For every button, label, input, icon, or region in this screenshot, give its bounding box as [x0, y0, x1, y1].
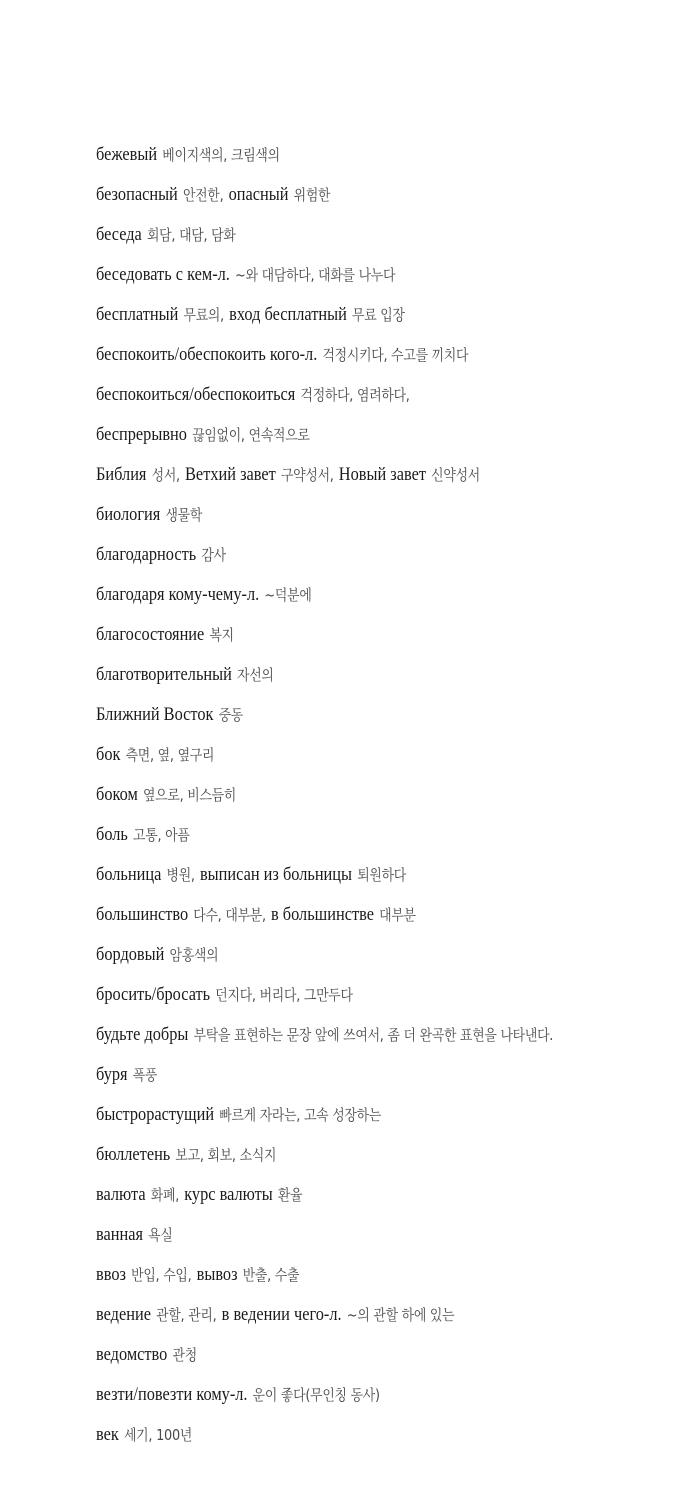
korean-translation: 반출, 수출 [242, 1266, 300, 1284]
russian-term: вход бесплатный [229, 304, 347, 325]
korean-translation: 반입, 수입, [131, 1266, 192, 1284]
korean-translation: 던지다, 버리다, 그만두다 [215, 986, 353, 1004]
russian-term: бок [96, 744, 121, 765]
korean-translation: 베이지색의, 크림색의 [162, 146, 280, 164]
vocabulary-entry [96, 1020, 558, 1060]
vocabulary-entry [96, 180, 558, 220]
vocabulary-entry [96, 1100, 558, 1140]
russian-term: курс валюты [184, 1184, 273, 1205]
vocabulary-entry [96, 1300, 558, 1340]
russian-term: в ведении чего-л. [221, 1304, 342, 1325]
russian-term: беседовать с кем-л. [96, 264, 230, 285]
russian-term: благотворительный [96, 664, 232, 685]
russian-term: Новый завет [338, 464, 426, 485]
vocabulary-entry [96, 380, 558, 420]
russian-term: боком [96, 784, 138, 805]
russian-term: быстрорастущий [96, 1104, 215, 1125]
vocabulary-entry [96, 740, 558, 780]
russian-term: больница [96, 864, 162, 885]
korean-translation: 무료의, [183, 306, 224, 324]
korean-translation: 옆으로, 비스듬히 [142, 786, 237, 804]
vocabulary-entry [96, 660, 558, 700]
russian-term: боль [96, 824, 128, 845]
korean-translation: 성서, [151, 466, 180, 484]
russian-term: беспокоиться/обеспокоиться [96, 384, 296, 405]
korean-translation: 보고, 회보, 소식지 [175, 1146, 277, 1164]
russian-term: ванная [96, 1224, 144, 1245]
vocabulary-entry [96, 1220, 558, 1260]
vocabulary-entry [96, 900, 558, 940]
vocabulary-entry [96, 860, 558, 900]
russian-term: Библия [96, 464, 147, 485]
korean-translation: 회담, 대담, 담화 [146, 226, 236, 244]
vocabulary-entry [96, 500, 558, 540]
korean-translation: 안전한, [182, 186, 224, 204]
korean-translation: 화폐, [150, 1186, 180, 1204]
russian-term: беседа [96, 224, 142, 245]
russian-term: большинство [96, 904, 189, 925]
korean-translation: 중동 [218, 706, 244, 724]
korean-translation: ~덕분에 [264, 586, 312, 604]
russian-term: валюта [96, 1184, 146, 1205]
korean-translation: 무료 입장 [352, 306, 405, 324]
korean-translation: 병원, [166, 866, 195, 884]
korean-translation: 감사 [201, 546, 226, 564]
russian-term: бесплатный [96, 304, 179, 325]
russian-term: беспокоить/обеспокоить кого-л. [96, 344, 318, 365]
vocabulary-entry [96, 780, 558, 820]
korean-translation: 폭풍 [132, 1066, 158, 1084]
vocabulary-entry [96, 1340, 558, 1380]
korean-translation: 부탁을 표현하는 문장 앞에 쓰여서, 좀 더 완곡한 표현을 나타낸다. [193, 1026, 554, 1044]
korean-translation: 퇴원하다 [357, 866, 407, 884]
russian-term: биология [96, 504, 161, 525]
korean-translation: 위험한 [293, 186, 331, 204]
russian-term: век [96, 1424, 119, 1445]
russian-term: буря [96, 1064, 128, 1085]
vocabulary-entry [96, 820, 558, 860]
korean-translation: 관할, 관리, [156, 1306, 217, 1324]
russian-term: ввоз [96, 1264, 126, 1285]
korean-translation: ~의 관할 하에 있는 [346, 1306, 455, 1324]
russian-term: бордовый [96, 944, 165, 965]
vocabulary-entry [96, 980, 558, 1020]
russian-term: безопасный [96, 184, 178, 205]
vocabulary-entry [96, 1140, 558, 1180]
vocabulary-entry [96, 300, 558, 340]
vocabulary-entry [96, 420, 558, 460]
russian-term: бюллетень [96, 1144, 171, 1165]
russian-term: выписан из больницы [199, 864, 353, 885]
korean-translation: 끊임없이, 연속적으로 [192, 426, 310, 444]
vocabulary-entry [96, 260, 558, 300]
vocabulary-entry [96, 580, 558, 620]
russian-term: опасный [228, 184, 289, 205]
vocabulary-entry [96, 340, 558, 380]
russian-term: благодарность [96, 544, 197, 565]
vocabulary-entry [96, 460, 558, 500]
korean-translation: 걱정시키다, 수고를 끼치다 [322, 346, 469, 364]
russian-term: бросить/бросать [96, 984, 211, 1005]
vocabulary-entry [96, 940, 558, 980]
korean-translation: 측면, 옆, 옆구리 [125, 746, 215, 764]
russian-term: Ближний Восток [96, 704, 214, 725]
korean-translation: 암홍색의 [169, 946, 219, 964]
vocabulary-entry [96, 1380, 558, 1420]
korean-translation: 빠르게 자라는, 고속 성장하는 [219, 1106, 382, 1124]
korean-translation: 환율 [277, 1186, 303, 1204]
korean-translation: 욕실 [148, 1226, 173, 1244]
vocabulary-entry [96, 620, 558, 660]
russian-term: беспрерывно [96, 424, 187, 445]
russian-term: везти/повезти кому-л. [96, 1384, 248, 1405]
russian-term: вывоз [196, 1264, 238, 1285]
korean-translation: 복지 [209, 626, 234, 644]
russian-term: будьте добры [96, 1024, 189, 1045]
vocabulary-entry [96, 1180, 558, 1220]
russian-term: Ветхий завет [185, 464, 276, 485]
russian-term: ведение [96, 1304, 151, 1325]
vocabulary-entry [96, 1060, 558, 1100]
russian-term: благодаря кому-чему-л. [96, 584, 260, 605]
russian-term: бежевый [96, 144, 158, 165]
vocabulary-entry [96, 140, 558, 180]
vocabulary-entry [96, 700, 558, 740]
russian-term: в большинстве [270, 904, 374, 925]
korean-translation: ~와 대담하다, 대화를 나누다 [235, 266, 396, 284]
korean-translation: 관청 [172, 1346, 197, 1364]
korean-translation: 대부분 [379, 906, 416, 924]
russian-term: ведомство [96, 1344, 168, 1365]
russian-term: благосостояние [96, 624, 205, 645]
korean-translation: 신약성서 [431, 466, 480, 484]
korean-translation: 운이 좋다(무인칭 동사) [252, 1386, 380, 1404]
korean-translation: 생물학 [165, 506, 203, 524]
vocabulary-entry [96, 1260, 558, 1300]
korean-translation: 구약성서, [280, 466, 334, 484]
vocabulary-entry [96, 220, 558, 260]
korean-translation: 자선의 [237, 666, 274, 684]
korean-translation: 세기, 100년 [123, 1426, 193, 1444]
vocabulary-entry [96, 1420, 558, 1460]
korean-translation: 고통, 아픔 [133, 826, 190, 844]
korean-translation: 다수, 대부분, [193, 906, 266, 924]
korean-translation: 걱정하다, 염려하다, [300, 386, 410, 404]
vocabulary-list [96, 140, 634, 1460]
vocabulary-entry [96, 540, 558, 580]
